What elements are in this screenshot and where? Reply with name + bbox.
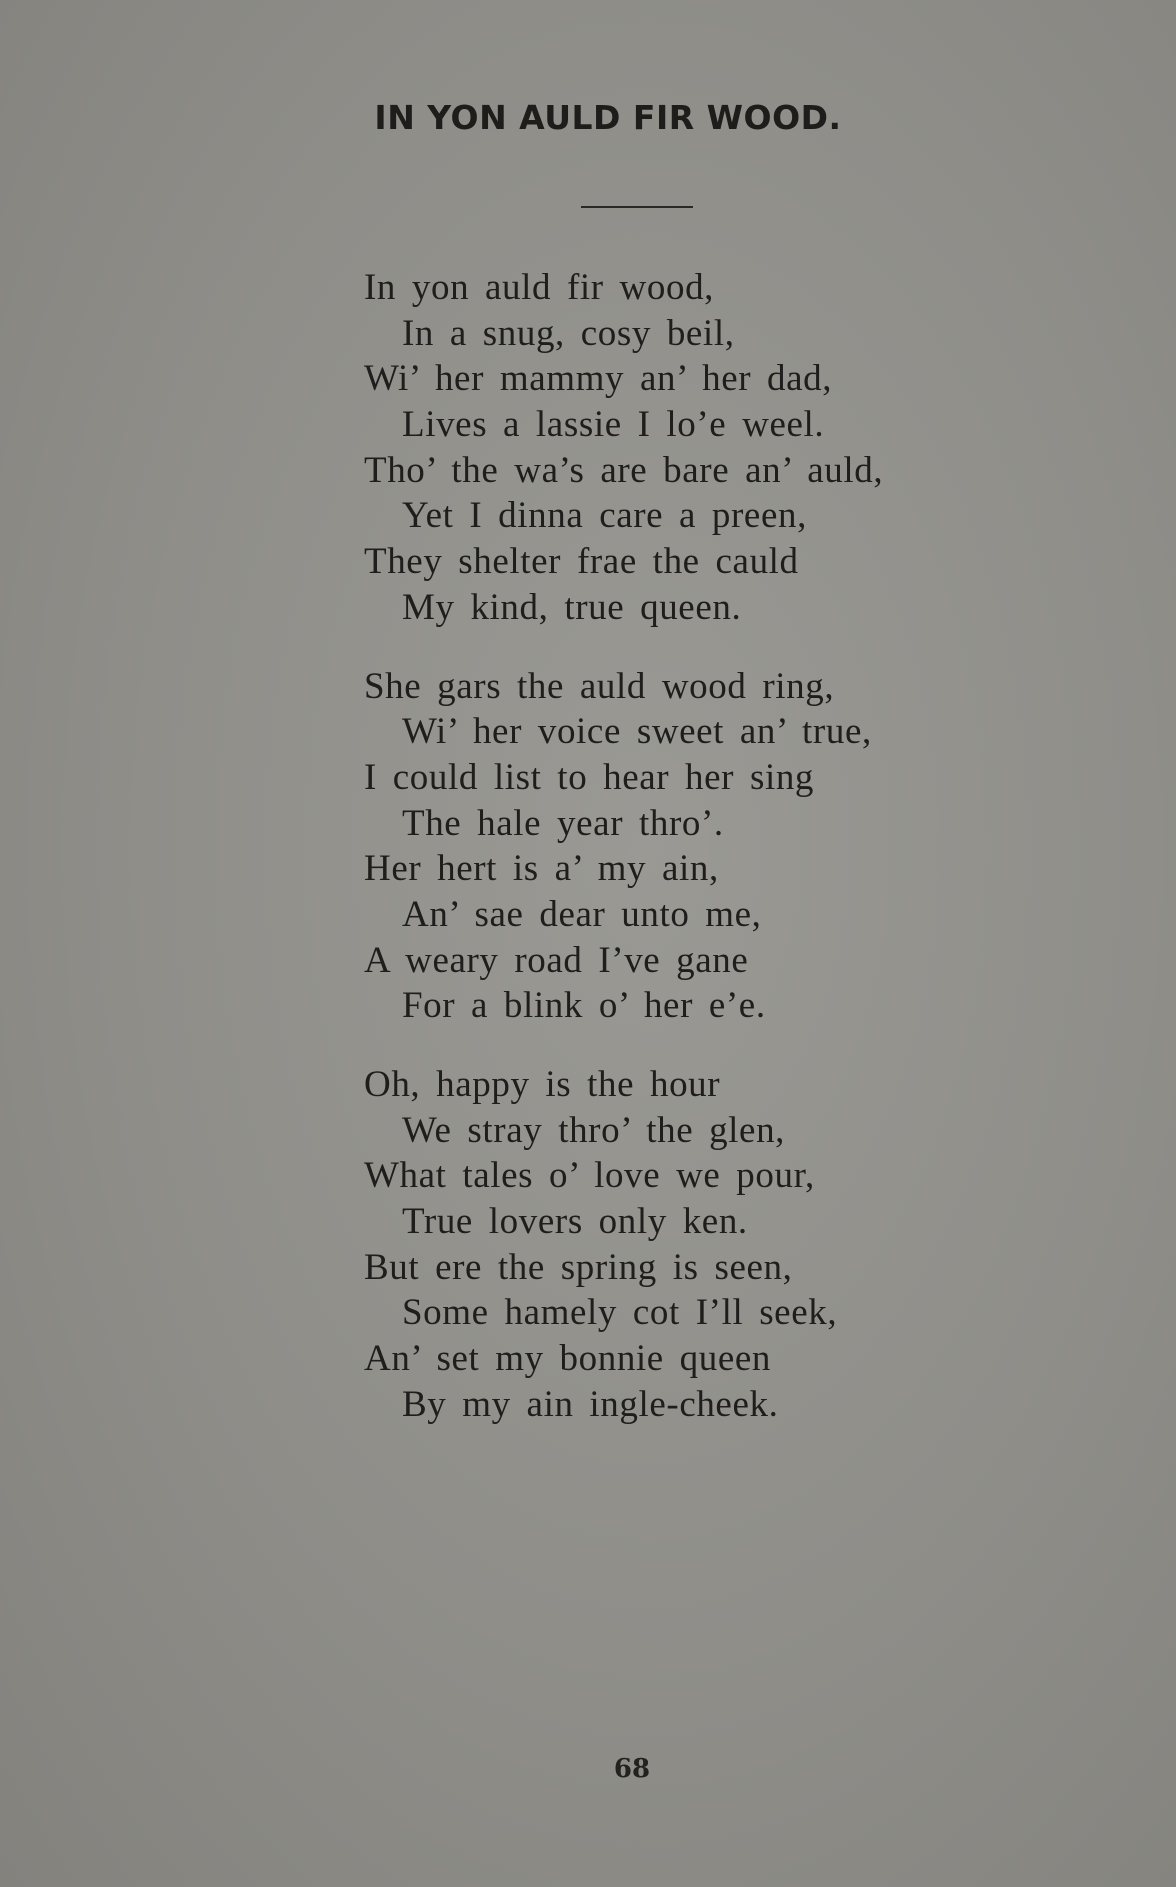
poem-line: I could list to hear her sing <box>364 756 815 798</box>
poem-line: An’ sae dear unto me, <box>402 893 762 935</box>
poem-line: In a snug, cosy beil, <box>402 312 735 354</box>
stanza-3 <box>364 1062 984 1428</box>
poem-body <box>364 265 984 1428</box>
poem-line: But ere the spring is seen, <box>364 1246 793 1288</box>
poem-line: They shelter frae the cauld <box>364 541 799 583</box>
stanza-2 <box>364 664 984 1030</box>
poem-line: My kind, true queen. <box>402 586 742 628</box>
poem-line: Tho’ the wa’s are bare an’ auld, <box>364 449 884 491</box>
poem-line: True lovers only ken. <box>402 1201 748 1243</box>
poem-line: Her hert is a’ my ain, <box>364 848 719 890</box>
poem-line: What tales o’ love we pour, <box>364 1155 815 1197</box>
page-number: 68 <box>613 1754 651 1784</box>
stanza-1 <box>364 265 984 631</box>
poem-line: An’ set my bonnie queen <box>364 1338 772 1380</box>
poem-line: Wi’ her voice sweet an’ true, <box>402 711 872 753</box>
poem-line: In yon auld fir wood, <box>364 267 715 308</box>
poem-title: IN YON AULD FIR WOOD. <box>374 98 842 137</box>
poem-line: Yet I dinna care a preen, <box>402 495 807 537</box>
title-divider <box>581 206 693 208</box>
poem-line: For a blink o’ her e’e. <box>402 985 766 1027</box>
poem-line: Some hamely cot I’ll seek, <box>402 1292 838 1334</box>
poem-line: Oh, happy is the hour <box>364 1064 721 1105</box>
poem-line: A weary road I’ve gane <box>364 939 749 981</box>
poem-line: The hale year thro’. <box>402 802 724 844</box>
poem-line: Lives a lassie I lo’e weel. <box>402 404 825 446</box>
poem-line: Wi’ her mammy an’ her dad, <box>364 358 833 400</box>
poem-line: By my ain ingle-cheek. <box>402 1383 779 1425</box>
poem-line: She gars the auld wood ring, <box>364 665 835 707</box>
poem-line: We stray thro’ the glen, <box>402 1109 786 1151</box>
